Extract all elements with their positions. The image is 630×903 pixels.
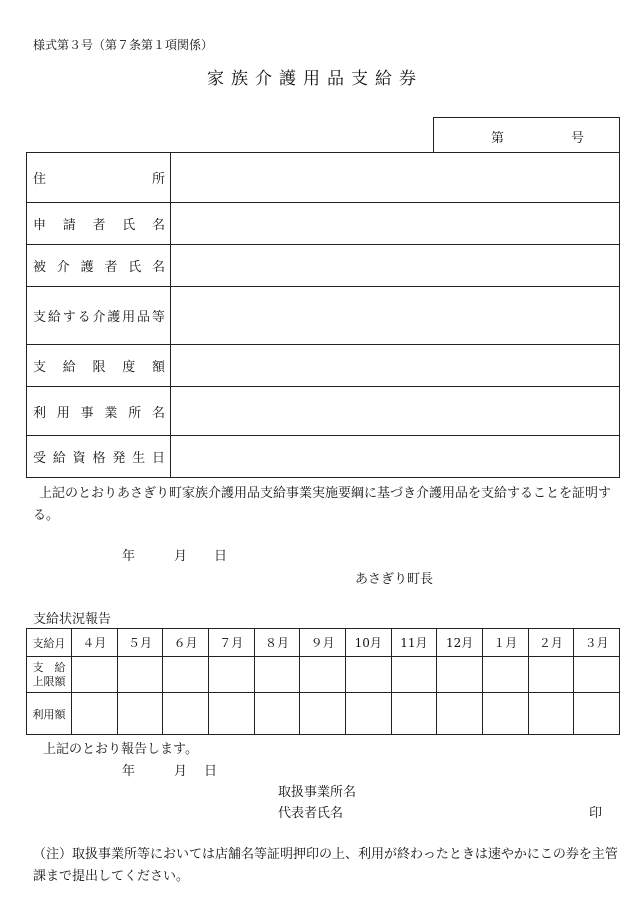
usage-cell-8[interactable] — [437, 693, 483, 735]
limit-cell-5[interactable] — [300, 657, 346, 693]
usage-cell-4[interactable] — [254, 693, 300, 735]
limit-cell-11[interactable] — [574, 657, 620, 693]
label-char: 所 — [128, 405, 142, 421]
voucher-number-box — [433, 117, 620, 152]
usage-row — [27, 693, 620, 735]
label-char: 給 — [47, 310, 61, 325]
label-char: 給 — [52, 451, 66, 466]
month-header-5: ９月 — [300, 629, 346, 657]
month-header-9: １月 — [482, 629, 528, 657]
day-label: 日 — [204, 764, 218, 779]
label-eligibility-date — [33, 447, 165, 466]
label-char: 介 — [92, 310, 106, 325]
month-header-1: ５月 — [117, 629, 163, 657]
usage-cell-9[interactable] — [482, 693, 528, 735]
month-header-4: ８月 — [254, 629, 300, 657]
page-title: 家族介護用品支給券 — [207, 69, 423, 89]
label-address — [33, 168, 165, 187]
month-label: 月 — [174, 549, 188, 564]
label-char: 給 — [62, 360, 76, 375]
month-header-0: ４月 — [72, 629, 118, 657]
label-char: 支 — [33, 310, 47, 325]
row-applicant — [27, 203, 620, 245]
label-char: 支 — [33, 360, 47, 375]
label-char: 度 — [122, 360, 136, 375]
header-label: 支給月 — [27, 629, 72, 657]
report-table — [26, 628, 620, 735]
month-header-10: ２月 — [528, 629, 574, 657]
label-applicant — [33, 214, 165, 233]
limit-cell-8[interactable] — [437, 657, 483, 693]
limit-cell-2[interactable] — [163, 657, 209, 693]
month-header-row — [27, 629, 620, 657]
label-char: 額 — [151, 360, 165, 375]
label-char: 被 — [33, 260, 47, 275]
limit-cell-10[interactable] — [528, 657, 574, 693]
month-header-2: ６月 — [163, 629, 209, 657]
month-header-8: 12月 — [437, 629, 483, 657]
label-char: 用 — [122, 310, 136, 325]
usage-cell-1[interactable] — [117, 693, 163, 735]
label-char: 名 — [151, 405, 165, 421]
voucher-table — [26, 152, 620, 478]
report-date — [122, 760, 217, 779]
row-provider — [27, 387, 620, 436]
label-char: す — [62, 310, 76, 325]
label-char: 資 — [72, 451, 86, 466]
month-header-11: ３月 — [574, 629, 620, 657]
provider-value[interactable] — [171, 387, 620, 436]
month-header-6: 10月 — [345, 629, 391, 657]
usage-cell-0[interactable] — [72, 693, 118, 735]
row-care-recipient — [27, 245, 620, 287]
limit-cell-7[interactable] — [391, 657, 437, 693]
label-char: 申 — [33, 218, 47, 233]
limit-cell-6[interactable] — [345, 657, 391, 693]
usage-cell-11[interactable] — [574, 693, 620, 735]
report-title: 支給状況報告 — [33, 612, 112, 627]
seal-mark: 印 — [589, 806, 603, 821]
address-value[interactable] — [171, 153, 620, 203]
report-note: 上記のとおり報告します。 — [43, 742, 198, 757]
year-label: 年 — [122, 764, 136, 779]
label-char: 発 — [112, 451, 126, 466]
usage-cell-6[interactable] — [345, 693, 391, 735]
issuer: あさぎり町長 — [355, 572, 434, 587]
label-char: 住 — [33, 172, 47, 187]
issue-date — [122, 545, 227, 564]
limit-cell-0[interactable] — [72, 657, 118, 693]
year-label: 年 — [122, 549, 136, 564]
month-label: 月 — [174, 764, 188, 779]
usage-cell-10[interactable] — [528, 693, 574, 735]
label-char: 受 — [33, 451, 47, 466]
label-char: 名 — [151, 260, 165, 275]
usage-cell-3[interactable] — [208, 693, 254, 735]
label-char: 日 — [151, 451, 165, 466]
supplies-value[interactable] — [171, 287, 620, 345]
row-eligibility-date — [27, 436, 620, 478]
label-char: 所 — [151, 172, 165, 187]
usage-row-label: 利用額 — [27, 693, 72, 735]
limit-cell-3[interactable] — [208, 657, 254, 693]
footnote: （注）取扱事業所等においては店舗名等証明押印の上、利用が終わったときは速やかにこの券を主管課まで提出してください。 — [33, 847, 618, 884]
row-supplies — [27, 287, 620, 345]
month-header-3: ７月 — [208, 629, 254, 657]
usage-cell-5[interactable] — [300, 693, 346, 735]
usage-cell-7[interactable] — [391, 693, 437, 735]
care-recipient-value[interactable] — [171, 245, 620, 287]
limit-row-label: 支 給 上限額 — [27, 657, 72, 693]
row-address — [27, 153, 620, 203]
label-char: 介 — [56, 260, 70, 275]
label-char: 事 — [80, 405, 94, 421]
label-char: 者 — [92, 218, 106, 233]
label-char: 名 — [151, 218, 165, 233]
label-char: 用 — [56, 405, 70, 421]
label-provider — [33, 402, 165, 421]
label-care-recipient — [33, 256, 165, 275]
day-label: 日 — [214, 549, 228, 564]
label-char: 品 — [137, 310, 151, 325]
label-char: 氏 — [122, 218, 136, 233]
form-number: 様式第３号（第７条第１項関係） — [33, 38, 214, 52]
number-suffix: 号 — [571, 131, 585, 146]
label-char: 氏 — [128, 260, 142, 275]
label-char: 護 — [107, 310, 121, 325]
label-char: 限 — [92, 360, 106, 375]
label-char: る — [77, 310, 91, 325]
limit-row — [27, 657, 620, 693]
usage-cell-2[interactable] — [163, 693, 209, 735]
certification-text: 上記のとおりあさぎり町家族介護用品支給事業実施要綱に基づき介護用品を支給することを証明する。 — [33, 486, 612, 523]
label-limit — [33, 356, 165, 375]
row-limit — [27, 345, 620, 387]
label-supplies — [33, 306, 165, 325]
month-header-7: 11月 — [391, 629, 437, 657]
label-char: 護 — [80, 260, 94, 275]
limit-cell-4[interactable] — [254, 657, 300, 693]
limit-cell-1[interactable] — [117, 657, 163, 693]
label-char: 格 — [92, 451, 106, 466]
limit-cell-9[interactable] — [482, 657, 528, 693]
applicant-value[interactable] — [171, 203, 620, 245]
limit-value[interactable] — [171, 345, 620, 387]
eligibility-date-value[interactable] — [171, 436, 620, 478]
label-char: 業 — [104, 405, 118, 421]
label-char: 利 — [33, 405, 47, 421]
label-char: 者 — [104, 260, 118, 275]
label-char: 請 — [62, 218, 76, 233]
office-name-label: 取扱事業所名 — [278, 785, 357, 800]
number-prefix: 第 — [491, 131, 505, 146]
label-char: 等 — [151, 310, 165, 325]
label-char: 生 — [132, 451, 146, 466]
representative-name-label: 代表者氏名 — [278, 806, 344, 821]
